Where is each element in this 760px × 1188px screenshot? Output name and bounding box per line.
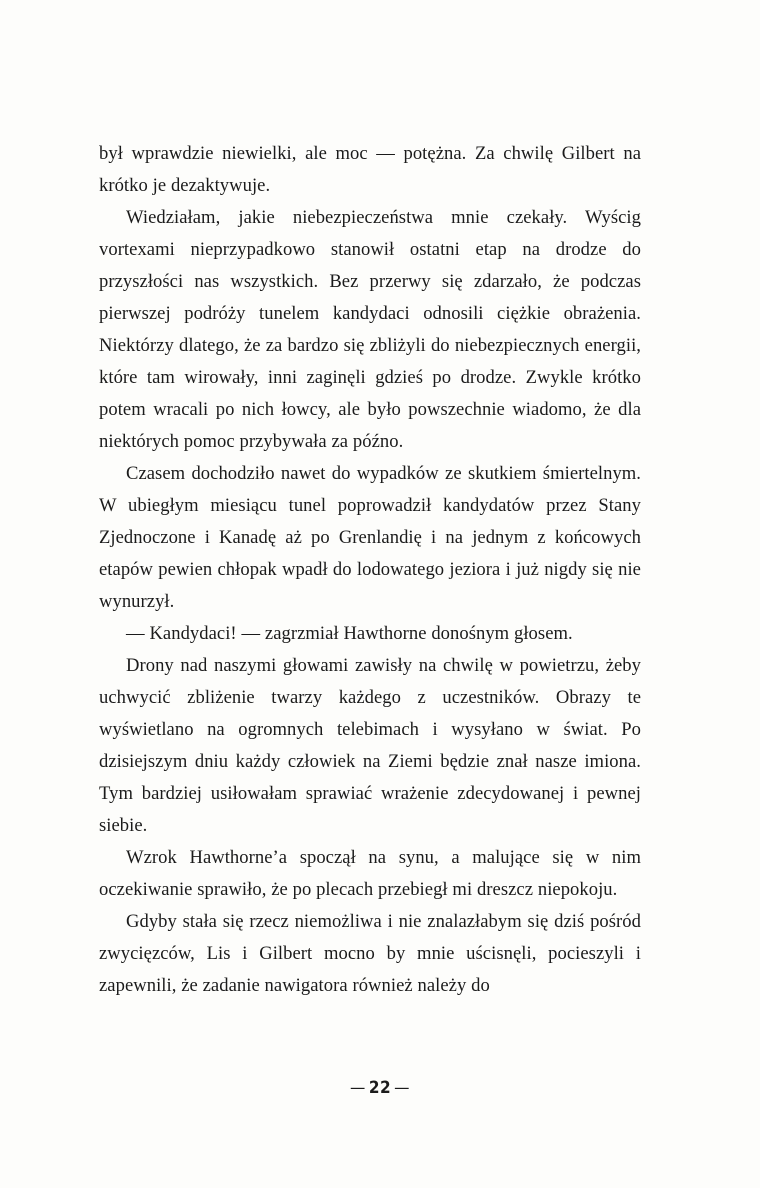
folio-dash-left: —	[350, 1078, 366, 1098]
paragraph-6: Wzrok Hawthorne’a spoczął na synu, a malujące się w nim oczekiwanie sprawiło, że po plecach przebiegł mi dreszcz niepokoju.	[99, 847, 641, 900]
folio-dash-right: —	[394, 1078, 410, 1098]
page-number-footer	[0, 1078, 760, 1098]
folio-number: 22	[368, 1078, 392, 1098]
paragraph-4-dialogue: — Kandydaci! — zagrzmiał Hawthorne donośnym głosem.	[126, 623, 573, 644]
paragraph-5: Drony nad naszymi głowami zawisły na chwilę w powietrzu, żeby uchwycić zbliżenie twarzy każdego z uczestników. Obrazy te wyświetlano na ogromnych telebimach i wysyłano w świat. Po dzisiejszym dniu każdy człowiek na Ziemi będzie znał nasze imiona. Tym bardziej usiłowałam sprawiać wrażenie zdecydowanej i pewnej siebie.	[99, 655, 641, 836]
paragraph-3: Czasem dochodziło nawet do wypadków ze skutkiem śmiertelnym. W ubiegłym miesiącu tunel poprowadził kandydatów przez Stany Zjednoczone i Kanadę aż po Grenlandię i na jednym z końcowych etapów pewien chłopak wpadł do lodowatego jeziora i już nigdy się nie wynurzył.	[99, 463, 641, 612]
paragraph-1: był wprawdzie niewielki, ale moc — potężna. Za chwilę Gilbert na krótko je dezaktywuje.	[99, 143, 641, 196]
paragraph-2: Wiedziałam, jakie niebezpieczeństwa mnie czekały. Wyścig vortexami nieprzypadkowo stanowił ostatni etap na drodze do przyszłości nas wszystkich. Bez przerwy się zdarzało, że podczas pierwszej podróży tunelem kandydaci odnosili ciężkie obrażenia. Niektórzy dlatego, że za bardzo się zbliżyli do niebezpiecznych energii, które tam wirowały, inni zaginęli gdzieś po drodze. Zwykle krótko potem wracali po nich łowcy, ale było powszechnie wiadomo, że dla niektórych pomoc przybywała za późno.	[99, 207, 641, 452]
paragraph-7: Gdyby stała się rzecz niemożliwa i nie znalazłabym się dziś pośród zwycięzców, Lis i Gilbert mocno by mnie uścisnęli, pocieszyli i zapewnili, że zadanie nawigatora również należy do	[99, 911, 641, 996]
page-text-column	[99, 138, 641, 1002]
